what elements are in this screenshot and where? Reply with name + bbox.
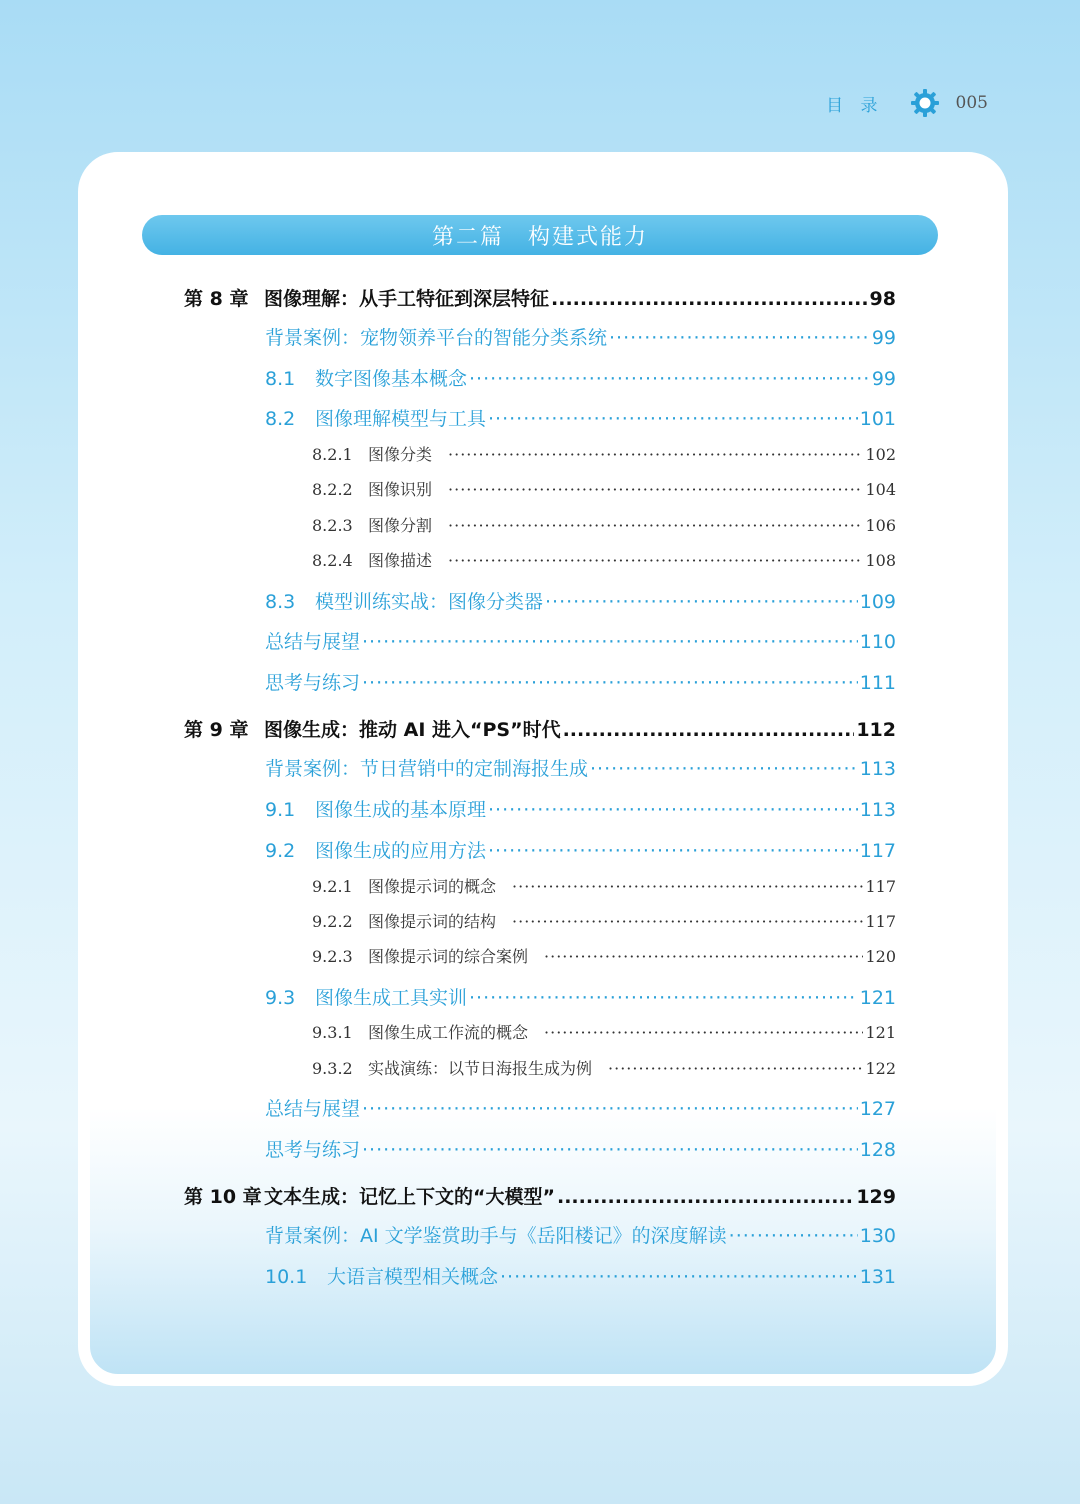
toc-entry-page: 98 xyxy=(869,288,896,310)
toc-entry-page: 106 xyxy=(865,516,896,535)
toc-entry-number: 8.2.2 xyxy=(312,480,353,499)
toc-entry-title: 文本生成：记忆上下文的“大模型” xyxy=(264,1186,555,1208)
toc-leader-dots xyxy=(448,480,863,499)
toc-entry-title: 背景案例：节日营销中的定制海报生成 xyxy=(265,758,589,780)
toc-subsection-row[interactable] xyxy=(312,909,896,932)
toc-entry-page: 108 xyxy=(865,551,896,570)
toc-leader-dots xyxy=(500,1266,858,1288)
toc-entry-page: 102 xyxy=(865,445,896,464)
toc-section-row[interactable] xyxy=(265,1262,896,1289)
toc-entry-title: 实战演练：以节日海报生成为例 xyxy=(368,1059,593,1078)
toc-entry-page: 110 xyxy=(859,631,896,653)
toc-entry-page: 99 xyxy=(871,368,896,390)
toc-entry-page: 117 xyxy=(865,912,896,931)
toc-entry-title: 总结与展望 xyxy=(265,1098,361,1120)
toc-entry-title: 图像生成工具实训 xyxy=(315,987,468,1009)
toc-entry-page: 129 xyxy=(856,1186,896,1208)
toc-subsection-row[interactable] xyxy=(312,1056,896,1079)
toc-section-row[interactable] xyxy=(265,627,896,654)
page-header xyxy=(826,88,988,118)
toc-entry-number: 8.2.4 xyxy=(312,551,353,570)
toc-entry-number: 9.2.3 xyxy=(312,947,353,966)
toc-entry-number: 8.2 xyxy=(265,408,296,430)
toc-leader-dots xyxy=(448,516,863,535)
toc-leader-dots xyxy=(544,1023,863,1042)
toc-section-row[interactable] xyxy=(265,795,896,822)
toc-leader-dots xyxy=(362,672,858,694)
toc-leader-dots xyxy=(362,1139,858,1161)
toc-leader-dots xyxy=(448,551,863,570)
toc-leader-dots xyxy=(512,912,863,931)
toc-subsection-row[interactable] xyxy=(312,477,896,500)
toc-leader-dots xyxy=(362,1098,858,1120)
toc-entry-page: 113 xyxy=(859,799,896,821)
toc-leader-dots xyxy=(488,408,858,430)
toc-leader-dots xyxy=(512,877,863,896)
toc-entry-page: 127 xyxy=(859,1098,896,1120)
toc-entry-number: 第 10 章 xyxy=(184,1186,262,1208)
toc-subsection-row[interactable] xyxy=(312,874,896,897)
toc-section-row[interactable] xyxy=(265,668,896,695)
toc-section-row[interactable] xyxy=(265,587,896,614)
toc-section-row[interactable] xyxy=(265,323,896,350)
toc-entry-title: 思考与练习 xyxy=(265,672,361,694)
toc-entry-title: 大语言模型相关概念 xyxy=(327,1266,499,1288)
toc-subsection-row[interactable] xyxy=(312,442,896,465)
toc-leader-dots xyxy=(545,591,858,613)
toc-entry-title: 图像理解：从手工特征到深层特征 xyxy=(264,288,550,310)
toc-leader-dots xyxy=(469,368,870,390)
toc-leader-dots xyxy=(729,1225,858,1247)
toc-entry-number: 第 9 章 xyxy=(184,719,249,741)
toc-leader-dots xyxy=(590,758,858,780)
toc-chapter-row[interactable] xyxy=(184,284,896,311)
toc-entry-title: 总结与展望 xyxy=(265,631,361,653)
toc-entry-number: 9.3.1 xyxy=(312,1023,353,1042)
toc-entry-title: 图像理解模型与工具 xyxy=(315,408,487,430)
toc-entry-title: 图像生成：推动 AI 进入“PS”时代 xyxy=(264,719,561,741)
toc-entry-page: 99 xyxy=(871,327,896,349)
toc-entry-title: 背景案例：宠物领养平台的智能分类系统 xyxy=(265,327,608,349)
toc-entry-number: 9.2.2 xyxy=(312,912,353,931)
toc-entry-title: 图像提示词的结构 xyxy=(368,912,497,931)
toc-entry-page: 104 xyxy=(865,480,896,499)
toc-entry-number: 8.1 xyxy=(265,368,296,390)
toc-entry-page: 112 xyxy=(856,719,896,741)
toc-leader-dots xyxy=(608,1059,863,1078)
toc-entry-title: 图像识别 xyxy=(368,480,433,499)
toc-section-row[interactable] xyxy=(265,983,896,1010)
toc-entry-title: 图像生成工作流的概念 xyxy=(368,1023,529,1042)
toc-entry-title: 图像描述 xyxy=(368,551,433,570)
toc-entry-title: 思考与练习 xyxy=(265,1139,361,1161)
toc-leader-dots xyxy=(469,987,858,1009)
toc-entry-page: 113 xyxy=(859,758,896,780)
toc-entry-title: 图像生成的应用方法 xyxy=(315,840,487,862)
toc-entry-title: 图像提示词的综合案例 xyxy=(368,947,529,966)
toc-entry-page: 121 xyxy=(865,1023,896,1042)
toc-entry-page: 120 xyxy=(865,947,896,966)
toc-entry-page: 117 xyxy=(859,840,896,862)
toc-entry-number: 9.3 xyxy=(265,987,296,1009)
toc-entry-title: 数字图像基本概念 xyxy=(315,368,468,390)
toc-subsection-row[interactable] xyxy=(312,1020,896,1043)
toc-leader-dots xyxy=(609,327,870,349)
toc-entry-page: 109 xyxy=(859,591,896,613)
toc-chapter-row[interactable] xyxy=(184,715,896,742)
toc-leader-dots xyxy=(488,840,858,862)
toc-section-row[interactable] xyxy=(265,364,896,391)
toc-entry-title: 图像分割 xyxy=(368,516,433,535)
toc-subsection-row[interactable] xyxy=(312,548,896,571)
toc-entry-page: 111 xyxy=(859,672,896,694)
toc-section-row[interactable] xyxy=(265,754,896,781)
toc-entry-number: 8.2.3 xyxy=(312,516,353,535)
toc-section-row[interactable] xyxy=(265,1094,896,1121)
toc-entry-title: 图像提示词的概念 xyxy=(368,877,497,896)
toc-section-row[interactable] xyxy=(265,1221,896,1248)
section-label: 目 录 xyxy=(826,95,884,116)
toc-entry-title: 图像生成的基本原理 xyxy=(315,799,487,821)
toc-entry-page: 122 xyxy=(865,1059,896,1078)
toc-chapter-row[interactable] xyxy=(184,1182,896,1209)
toc-leader-dots xyxy=(563,719,855,741)
toc-leader-dots xyxy=(551,288,868,310)
toc-entry-page: 131 xyxy=(859,1266,896,1288)
toc-entry-title: 模型训练实战：图像分类器 xyxy=(315,591,544,613)
toc-entry-number: 8.2.1 xyxy=(312,445,353,464)
toc-subsection-row[interactable] xyxy=(312,944,896,967)
toc-subsection-row[interactable] xyxy=(312,513,896,536)
gear-icon xyxy=(910,88,940,118)
toc-entry-number: 9.1 xyxy=(265,799,296,821)
toc-leader-dots xyxy=(557,1186,854,1208)
toc-entry-page: 128 xyxy=(859,1139,896,1161)
toc-section-row[interactable] xyxy=(265,1135,896,1162)
toc-entry-number: 8.3 xyxy=(265,591,296,613)
toc-section-row[interactable] xyxy=(265,404,896,431)
toc-entry-page: 117 xyxy=(865,877,896,896)
toc-leader-dots xyxy=(544,947,863,966)
toc-entry-page: 130 xyxy=(859,1225,896,1247)
toc-entry-title: 图像分类 xyxy=(368,445,433,464)
toc-entry-number: 10.1 xyxy=(265,1266,308,1288)
toc-entry-number: 9.2 xyxy=(265,840,296,862)
toc-entry-page: 101 xyxy=(859,408,896,430)
part-banner: 第二篇 构建式能力 xyxy=(142,215,938,255)
toc-section-row[interactable] xyxy=(265,836,896,863)
page-number: 005 xyxy=(955,93,988,113)
toc-leader-dots xyxy=(362,631,858,653)
toc-entry-number: 9.2.1 xyxy=(312,877,353,896)
toc-entry-number: 9.3.2 xyxy=(312,1059,353,1078)
toc-entry-number: 第 8 章 xyxy=(184,288,249,310)
toc-leader-dots xyxy=(448,445,863,464)
toc-entry-page: 121 xyxy=(859,987,896,1009)
toc-entry-title: 背景案例：AI 文学鉴赏助手与《岳阳楼记》的深度解读 xyxy=(265,1225,727,1247)
toc-leader-dots xyxy=(488,799,858,821)
